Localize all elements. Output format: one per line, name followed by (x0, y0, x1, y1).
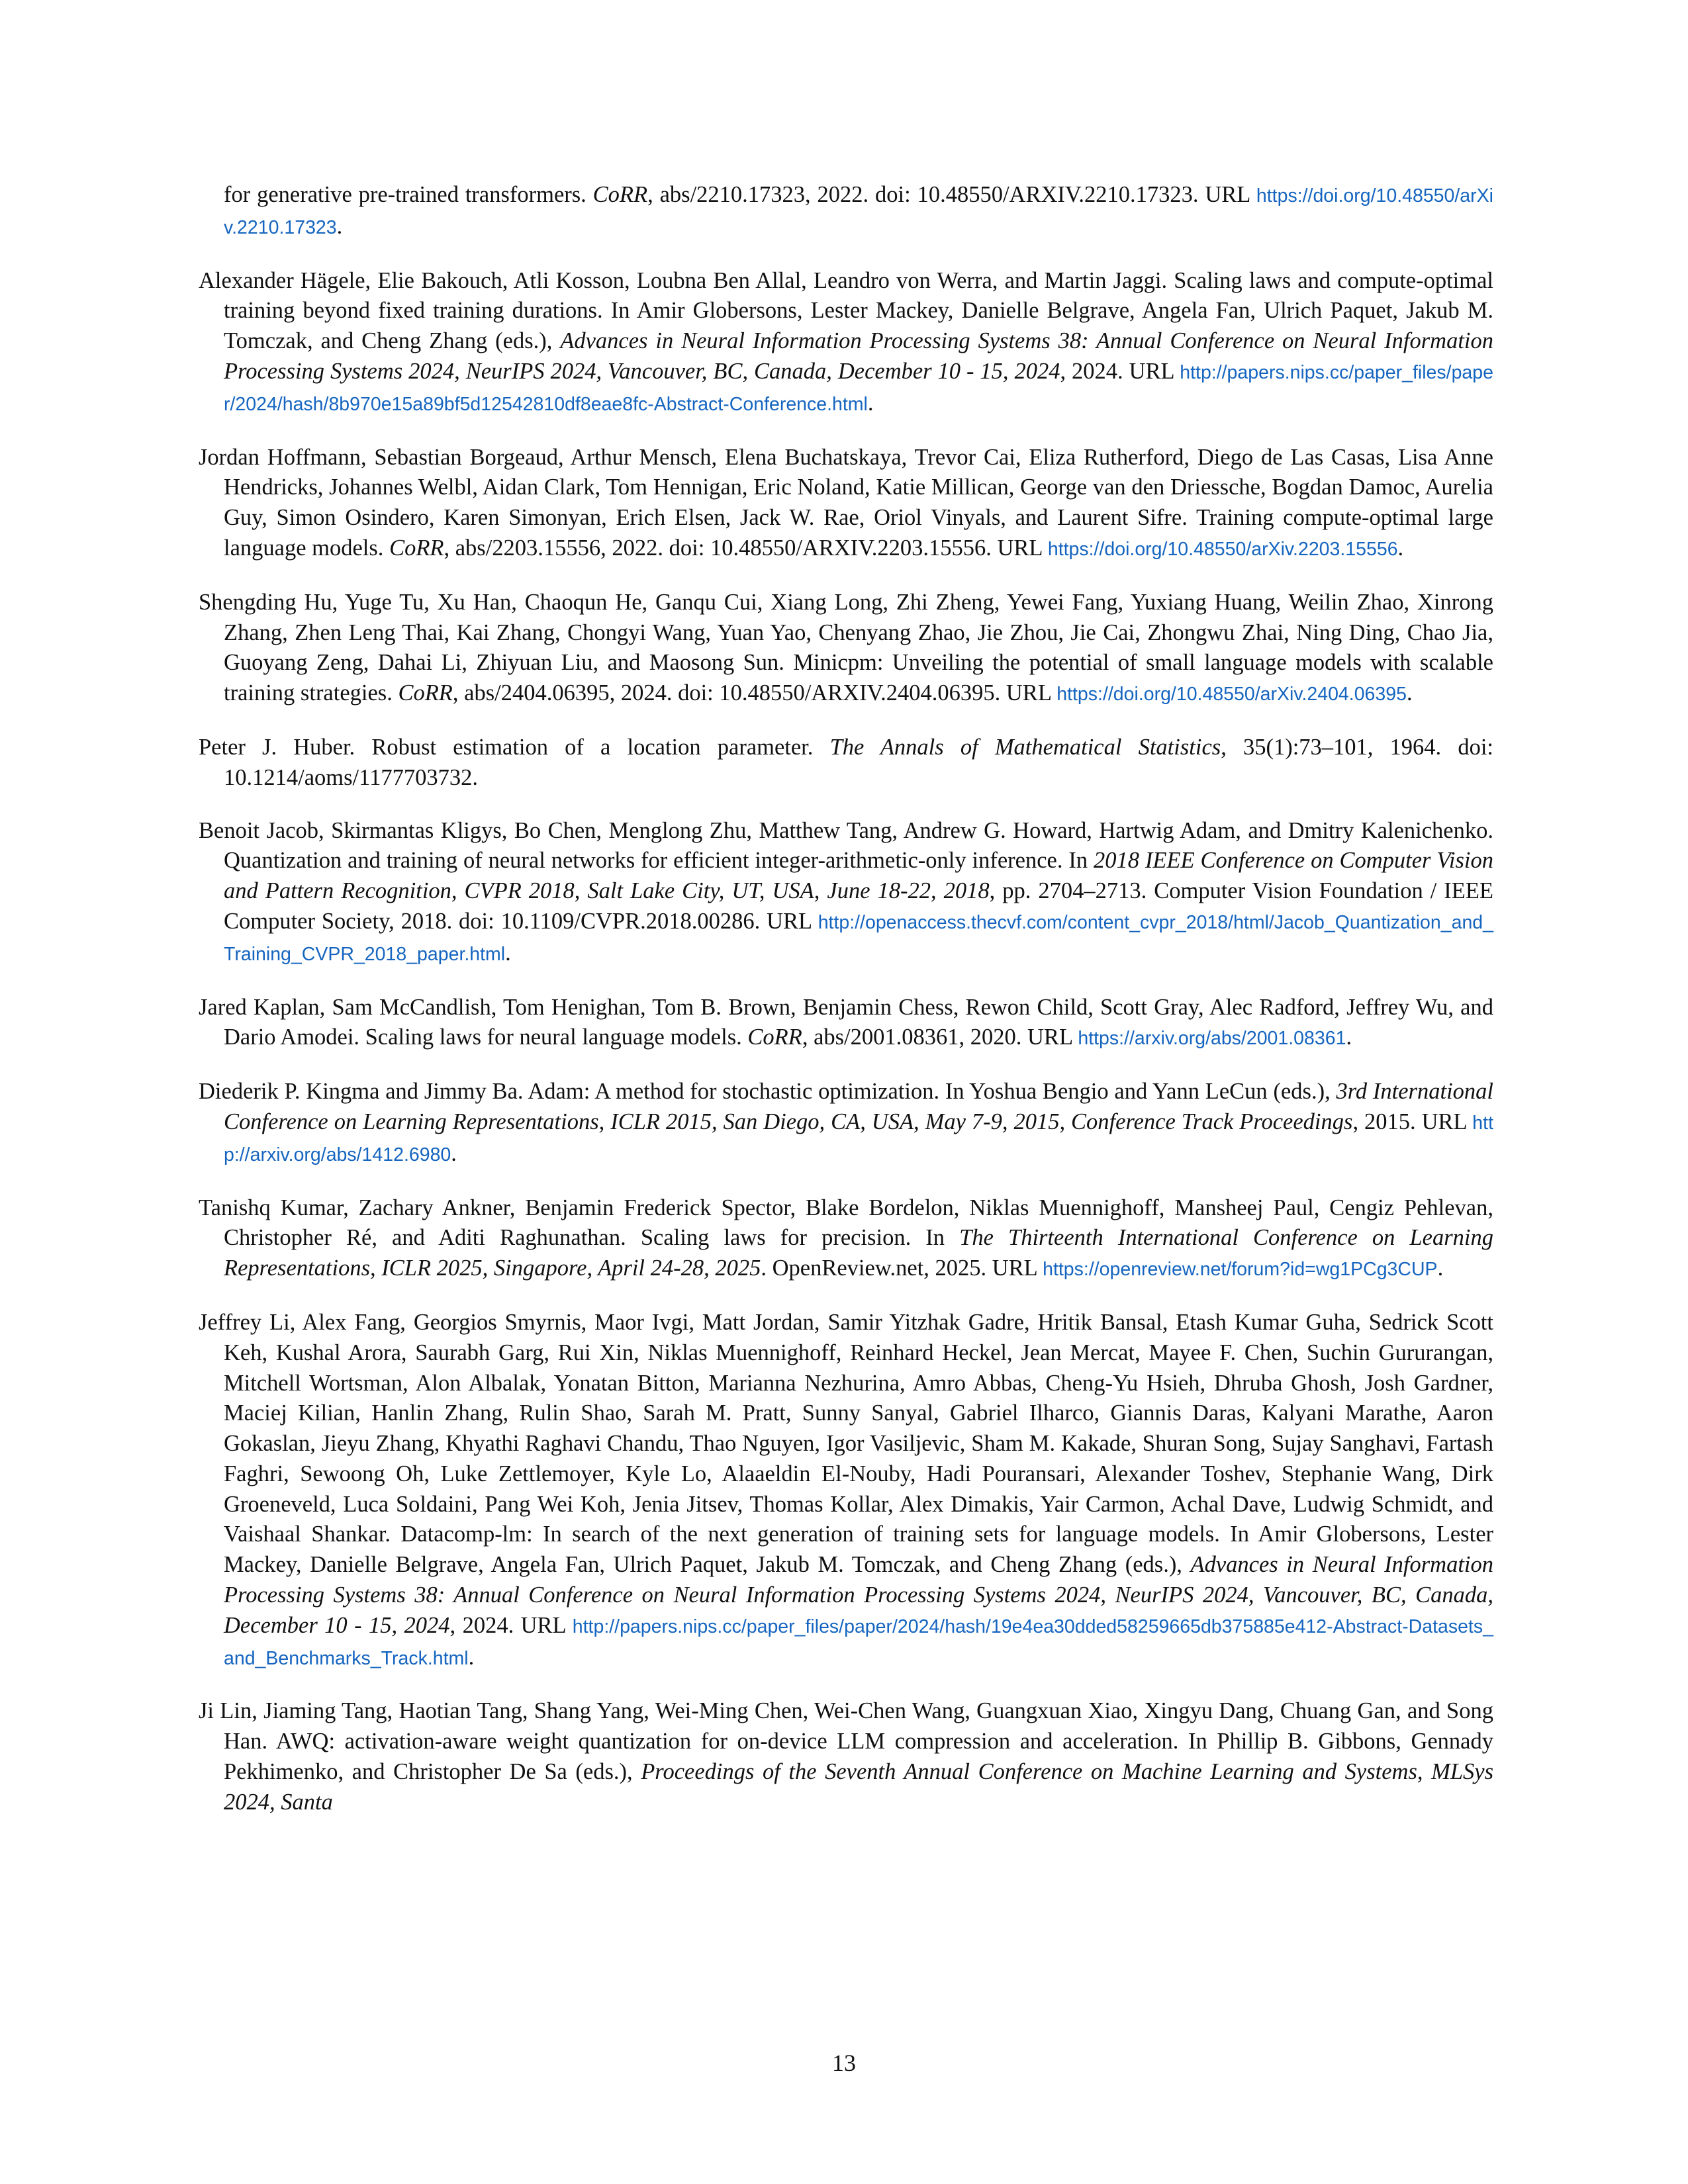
reference-entry-hagele: Alexander Hägele, Elie Bakouch, Atli Kosson, Loubna Ben Allal, Leandro von Werra, and Martin Jaggi. Scaling laws and compute-optimal training beyond fixed training durations. In Amir Globersons, Lester Mackey, Danielle Belgrave, Angela Fan, Ulrich Paquet, Jakub M. Tomczak, and Cheng Zhang (eds.), Advances in Neural Information Processing Systems 38: Annual Conference on Neural Information Processing Systems 2024, NeurIPS 2024, Vancouver, BC, Canada, December 10 - 15, 2024, 2024. URL http://papers.nips.cc/paper_files/paper/2024/hash/8b970e15a89bf5d12542810df8eae8fc-Abstract-Conference.html. (199, 267, 1493, 416)
reference-text: , abs/2001.08361, 2020. URL (802, 1024, 1078, 1050)
reference-text: Ji Lin, Jiaming Tang, Haotian Tang, Shang Yang, Wei-Ming Chen, Wei-Chen Wang, Guangxuan Xiao, Xingyu Dang, Chuang Gan, and Song Han. AWQ: activation-aware weight quantization for on-device LLM compression and acceleration. In Phillip B. Gibbons, Gennady Pekhimenko, and Christopher De Sa (eds.), (199, 1698, 1493, 1785)
reference-text: Shengding Hu, Yuge Tu, Xu Han, Chaoqun He, Ganqu Cui, Xiang Long, Zhi Zheng, Yewei Fang, Yuxiang Huang, Weilin Zhao, Xinrong Zhang, Zhen Leng Thai, Kai Zhang, Chongyi Wang, Yuan Yao, Chenyang Zhao, Jie Zhou, Jie Cai, Zhongwu Zhai, Ning Ding, Chao Jia, Guoyang Zeng, Dahai Li, Zhiyuan Liu, and Maosong Sun. Minicpm: Unveiling the potential of small language models with scalable training strategies. (199, 589, 1493, 706)
reference-text: for generative pre-trained transformers. (224, 182, 593, 207)
reference-text: , abs/2404.06395, 2024. doi: 10.48550/ARXIV.2404.06395. URL (452, 680, 1057, 706)
reference-text: Benoit Jacob, Skirmantas Kligys, Bo Chen, Menglong Zhu, Matthew Tang, Andrew G. Howard, Hartwig Adam, and Dmitry Kalenichenko. Quantization and training of neural networks for efficient integer-arithmetic-only inference. In (199, 817, 1493, 874)
reference-entry-hoffmann: Jordan Hoffmann, Sebastian Borgeaud, Arthur Mensch, Elena Buchatskaya, Trevor Cai, Eliza Rutherford, Diego de Las Casas, Lisa Anne Hendricks, Johannes Welbl, Aidan Clark, Tom Hennigan, Eric Noland, Katie Millican, George van den Driessche, Bogdan Damoc, Aurelia Guy, Simon Osindero, Karen Simonyan, Erich Elsen, Jack W. Rae, Oriol Vinyals, and Laurent Sifre. Training compute-optimal large language models. CoRR, abs/2203.15556, 2022. doi: 10.48550/ARXIV.2203.15556. URL https://doi.org/10.48550/arXiv.2203.15556. (199, 444, 1493, 561)
reference-text: Jordan Hoffmann, Sebastian Borgeaud, Arthur Mensch, Elena Buchatskaya, Trevor Cai, Eliza Rutherford, Diego de Las Casas, Lisa Anne Hendricks, Johannes Welbl, Aidan Clark, Tom Hennigan, Eric Noland, Katie Millican, George van den Driessche, Bogdan Damoc, Aurelia Guy, Simon Osindero, Karen Simonyan, Erich Elsen, Jack W. Rae, Oriol Vinyals, and Laurent Sifre. Training compute-optimal large language models. (199, 444, 1493, 561)
reference-entry-kingma: Diederik P. Kingma and Jimmy Ba. Adam: A method for stochastic optimization. In Yoshua Bengio and Yann LeCun (eds.), 3rd International Conference on Learning Representations, ICLR 2015, San Diego, CA, USA, May 7-9, 2015, Conference Track Proceedings, 2015. URL http://arxiv.org/abs/1412.6980. (199, 1079, 1493, 1166)
reference-text: Jeffrey Li, Alex Fang, Georgios Smyrnis, Maor Ivgi, Matt Jordan, Samir Yitzhak Gadre, Hritik Bansal, Etash Kumar Guha, Sedrick Scott Keh, Kushal Arora, Saurabh Garg, Rui Xin, Niklas Muennighoff, Reinhard Heckel, Jean Mercat, Mayee F. Chen, Suchin Gururangan, Mitchell Wortsman, Alon Albalak, Yonatan Bitton, Marianna Nezhurina, Amro Abbas, Cheng-Yu Hsieh, Dhruba Ghosh, Josh Gardner, Maciej Kilian, Hanlin Zhang, Rulin Shao, Sarah M. Pratt, Sunny Sanyal, Gabriel Ilharco, Giannis Daras, Kalyani Marathe, Aaron Gokaslan, Jieyu Zhang, Khyathi Raghavi Chandu, Thao Nguyen, Igor Vasiljevic, Sham M. Kakade, Shuran Song, Sujay Sanghavi, Fartash Faghri, Sewoong Oh, Luke Zettlemoyer, Kyle Lo, Alaaeldin El-Nouby, Hadi Pouransari, Alexander Toshev, Stephanie Wang, Dirk Groeneveld, Luca Soldaini, Pang Wei Koh, Jenia Jitsev, Thomas Kollar, Alex Dimakis, Yair Carmon, Achal Dave, Ludwig Schmidt, and Vaishaal Shankar. Datacomp-lm: In search of the next generation of training sets for language models. In Amir Globersons, Lester Mackey, Danielle Belgrave, Angela Fan, Ulrich Paquet, Jakub M. Tomczak, and Cheng Zhang (eds.), (199, 1309, 1493, 1578)
reference-entry-jacob: Benoit Jacob, Skirmantas Kligys, Bo Chen, Menglong Zhu, Matthew Tang, Andrew G. Howard, Hartwig Adam, and Dmitry Kalenichenko. Quantization and training of neural networks for efficient integer-arithmetic-only inference. In 2018 IEEE Conference on Computer Vision and Pattern Recognition, CVPR 2018, Salt Lake City, UT, USA, June 18-22, 2018, pp. 2704–2713. Computer Vision Foundation / IEEE Computer Society, 2018. doi: 10.1109/CVPR.2018.00286. URL http://openaccess.thecvf.com/content_cvpr_2018/html/Jacob_Quantization_and_Training_CVPR_2018_paper.html. (199, 817, 1494, 966)
reference-entry-kumar: Tanishq Kumar, Zachary Ankner, Benjamin Frederick Spector, Blake Bordelon, Niklas Muennighoff, Mansheej Paul, Cengiz Pehlevan, Christopher Ré, and Aditi Raghunathan. Scaling laws for precision. In The Thirteenth International Conference on Learning Representations, ICLR 2025, Singapore, April 24-28, 2025. OpenReview.net, 2025. URL https://openreview.net/forum?id=wg1PCg3CUP. (199, 1195, 1493, 1281)
reference-venue: CoRR (398, 680, 453, 706)
reference-text: , pp. 2704–2713. Computer Vision Foundation / IEEE Computer Society, 2018. doi: 10.1109/CVPR.2018.00286. URL (224, 878, 1494, 934)
reference-text: , 35(1):73–101, 1964. doi: 10.1214/aoms/1177703732. (224, 734, 1494, 790)
reference-link[interactable]: https://openreview.net/forum?id=wg1PCg3CUP (1043, 1259, 1438, 1281)
reference-text: Peter J. Huber. Robust estimation of a location parameter. (199, 734, 830, 760)
reference-entry-hu: Shengding Hu, Yuge Tu, Xu Han, Chaoqun He, Ganqu Cui, Xiang Long, Zhi Zheng, Yewei Fang, Yuxiang Huang, Weilin Zhao, Xinrong Zhang, Zhen Leng Thai, Kai Zhang, Chongyi Wang, Yuan Yao, Chenyang Zhao, Jie Zhou, Jie Cai, Zhongwu Zhai, Ning Ding, Chao Jia, Guoyang Zeng, Dahai Li, Zhiyuan Liu, and Maosong Sun. Minicpm: Unveiling the potential of small language models with scalable training strategies. CoRR, abs/2404.06395, 2024. doi: 10.48550/ARXIV.2404.06395. URL https://doi.org/10.48550/arXiv.2404.06395. (199, 589, 1493, 706)
reference-link[interactable]: http://arxiv.org/abs/1412.6980 (224, 1112, 1493, 1165)
reference-venue: The Thirteenth International Conference on Learning Representations, ICLR 2025, Singapore, April 24-28, 2025 (224, 1225, 1493, 1281)
reference-text: . OpenReview.net, 2025. URL (761, 1255, 1043, 1281)
reference-link[interactable]: http://openaccess.thecvf.com/content_cvpr_2018/html/Jacob_Quantization_and_Training_CVPR_2018_paper.html (224, 911, 1493, 965)
reference-venue: CoRR (389, 535, 444, 561)
reference-text: Diederik P. Kingma and Jimmy Ba. Adam: A method for stochastic optimization. In Yoshua Bengio and Yann LeCun (eds.), (199, 1079, 1336, 1105)
reference-venue: Advances in Neural Information Processing Systems 38: Annual Conference on Neural Information Processing Systems 2024, NeurIPS 2024, Vancouver, BC, Canada, December 10 - 15, 2024 (224, 1552, 1494, 1638)
reference-text: Tanishq Kumar, Zachary Ankner, Benjamin Frederick Spector, Blake Bordelon, Niklas Muennighoff, Mansheej Paul, Cengiz Pehlevan, Christopher Ré, and Aditi Raghunathan. Scaling laws for precision. In (199, 1195, 1493, 1251)
reference-link[interactable]: https://doi.org/10.48550/arXiv.2203.15556 (1047, 538, 1398, 560)
reference-text: , 2024. URL (1060, 358, 1180, 384)
reference-venue: CoRR (592, 182, 648, 207)
reference-entry-huber (199, 733, 1493, 794)
reference-venue: 3rd International Conference on Learning Representations, ICLR 2015, San Diego, CA, USA, May 7-9, 2015, Conference Track Proceedings (224, 1079, 1493, 1134)
reference-text: Jared Kaplan, Sam McCandlish, Tom Henighan, Tom B. Brown, Benjamin Chess, Rewon Child, Scott Gray, Alec Radford, Jeffrey Wu, and Dario Amodei. Scaling laws for neural language models. (199, 994, 1493, 1050)
reference-venue: Proceedings of the Seventh Annual Conference on Machine Learning and Systems, MLSys 2024, Santa (224, 1759, 1494, 1815)
reference-venue: 2018 IEEE Conference on Computer Vision and Pattern Recognition, CVPR 2018, Salt Lake City, UT, USA, June 18-22, 2018 (224, 848, 1493, 904)
reference-link[interactable]: https://arxiv.org/abs/2001.08361 (1078, 1028, 1346, 1050)
reference-link[interactable]: http://papers.nips.cc/paper_files/paper/2024/hash/8b970e15a89bf5d12542810df8eae8fc-Abstract-Conference.html (224, 361, 1493, 415)
reference-text: , abs/2203.15556, 2022. doi: 10.48550/ARXIV.2203.15556. URL (444, 535, 1048, 561)
reference-venue: CoRR (747, 1024, 802, 1050)
reference-link[interactable]: http://papers.nips.cc/paper_files/paper/2024/hash/19e4ea30dded58259665db375885e412-Abstract-Datasets_and_Benchmarks_Track.html (224, 1615, 1493, 1669)
reference-venue: The Annals of Mathematical Statistics (829, 734, 1221, 760)
reference-text: , abs/2210.17323, 2022. doi: 10.48550/ARXIV.2210.17323. URL (647, 182, 1256, 207)
reference-link[interactable]: https://doi.org/10.48550/arXiv.2210.17323 (224, 185, 1493, 238)
reference-text: , 2024. URL (449, 1612, 573, 1638)
page-number: 13 (832, 2050, 856, 2076)
reference-text: , 2015. URL (1352, 1109, 1473, 1134)
reference-list (199, 180, 1493, 1841)
reference-entry-li: Jeffrey Li, Alex Fang, Georgios Smyrnis, Maor Ivgi, Matt Jordan, Samir Yitzhak Gadre, Hritik Bansal, Etash Kumar Guha, Sedrick Scott Keh, Kushal Arora, Saurabh Garg, Rui Xin, Niklas Muennighoff, Reinhard Heckel, Jean Mercat, Mayee F. Chen, Suchin Gururangan, Mitchell Wortsman, Alon Albalak, Yonatan Bitton, Marianna Nezhurina, Amro Abbas, Cheng-Yu Hsieh, Dhruba Ghosh, Josh Gardner, Maciej Kilian, Hanlin Zhang, Rulin Shao, Sarah M. Pratt, Sunny Sanyal, Gabriel Ilharco, Giannis Daras, Kalyani Marathe, Aaron Gokaslan, Jieyu Zhang, Khyathi Raghavi Chandu, Thao Nguyen, Igor Vasiljevic, Sham M. Kakade, Shuran Song, Sujay Sanghavi, Fartash Faghri, Sewoong Oh, Luke Zettlemoyer, Kyle Lo, Alaaeldin El-Nouby, Hadi Pouransari, Alexander Toshev, Stephanie Wang, Dirk Groeneveld, Luca Soldaini, Pang Wei Koh, Jenia Jitsev, Thomas Kollar, Alex Dimakis, Yair Carmon, Achal Dave, Ludwig Schmidt, and Vaishaal Shankar. Datacomp-lm: In search of the next generation of training sets for language models. In Amir Globersons, Lester Mackey, Danielle Belgrave, Angela Fan, Ulrich Paquet, Jakub M. Tomczak, and Cheng Zhang (eds.), Advances in Neural Information Processing Systems 38: Annual Conference on Neural Information Processing Systems 2024, NeurIPS 2024, Vancouver, BC, Canada, December 10 - 15, 2024, 2024. URL http://papers.nips.cc/paper_files/paper/2024/hash/19e4ea30dded58259665db375885e412-Abstract-Datasets_and_Benchmarks_Track.html. (199, 1309, 1494, 1670)
reference-entry-lin (199, 1696, 1493, 1817)
reference-link[interactable]: https://doi.org/10.48550/arXiv.2404.06395 (1056, 684, 1407, 705)
reference-venue: Advances in Neural Information Processing Systems 38: Annual Conference on Neural Information Processing Systems 2024, NeurIPS 2024, Vancouver, BC, Canada, December 10 - 15, 2024 (224, 328, 1493, 384)
reference-text: Alexander Hägele, Elie Bakouch, Atli Kosson, Loubna Ben Allal, Leandro von Werra, and Martin Jaggi. Scaling laws and compute-optimal training beyond fixed training durations. In Amir Globersons, Lester Mackey, Danielle Belgrave, Angela Fan, Ulrich Paquet, Jakub M. Tomczak, and Cheng Zhang (eds.), (199, 267, 1493, 354)
reference-entry-frantar-continued: for generative pre-trained transformers. CoRR, abs/2210.17323, 2022. doi: 10.48550/ARXIV.2210.17323. URL https://doi.org/10.48550/arXiv.2210.17323. (224, 182, 1493, 239)
reference-entry-kaplan: Jared Kaplan, Sam McCandlish, Tom Henighan, Tom B. Brown, Benjamin Chess, Rewon Child, Scott Gray, Alec Radford, Jeffrey Wu, and Dario Amodei. Scaling laws for neural language models. CoRR, abs/2001.08361, 2020. URL https://arxiv.org/abs/2001.08361. (199, 994, 1493, 1050)
